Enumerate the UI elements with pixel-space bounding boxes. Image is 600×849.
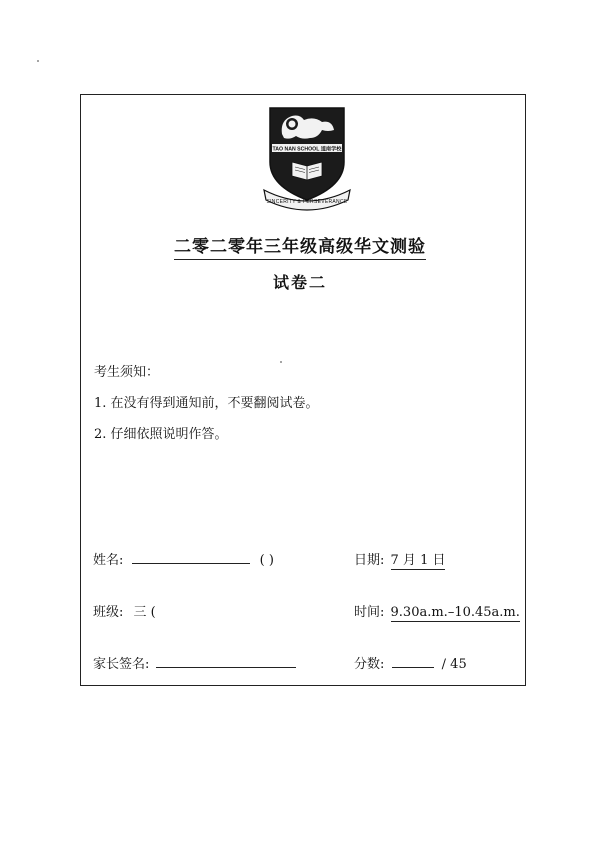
svg-text:SINCERITY & PERSEVERANCE: SINCERITY & PERSEVERANCE bbox=[266, 199, 348, 205]
time-value: 9.30a.m.–10.45a.m. bbox=[390, 605, 520, 620]
score-label: 分数: bbox=[354, 657, 385, 672]
score-total: / 45 bbox=[441, 657, 467, 672]
instructions-heading: 考生须知： bbox=[94, 365, 160, 380]
date-field bbox=[354, 549, 445, 568]
date-value: 7 月 1 日 bbox=[390, 553, 446, 568]
scan-speck bbox=[280, 361, 282, 363]
exam-title-text: 二零二零年三年级高级华文测验 bbox=[174, 237, 426, 260]
scan-speck bbox=[37, 60, 39, 62]
class-value: 三 ( bbox=[133, 605, 156, 620]
time-label: 时间: bbox=[354, 605, 385, 620]
school-crest-logo bbox=[262, 104, 352, 212]
parent-signature-blank[interactable] bbox=[156, 655, 296, 668]
name-blank[interactable] bbox=[132, 551, 250, 564]
index-number-parentheses: ( ) bbox=[259, 553, 274, 568]
score-field bbox=[354, 653, 467, 672]
name-label: 姓名: bbox=[93, 553, 124, 568]
paper-subtitle: 试卷二 bbox=[272, 273, 327, 292]
class-label: 班级: bbox=[93, 605, 124, 620]
time-field bbox=[354, 601, 520, 620]
instruction-item-2: 2. 仔细依照说明作答。 bbox=[94, 427, 228, 442]
class-field bbox=[93, 601, 156, 620]
score-blank[interactable] bbox=[392, 655, 434, 668]
parent-signature-field bbox=[93, 653, 296, 672]
instruction-item-1: 1. 在没有得到通知前，不要翻阅试卷。 bbox=[94, 396, 319, 411]
parent-signature-label: 家长签名: bbox=[93, 657, 150, 672]
exam-title bbox=[0, 232, 600, 257]
date-label: 日期: bbox=[354, 553, 385, 568]
svg-text:TAO NAN SCHOOL 道南学校: TAO NAN SCHOOL 道南学校 bbox=[272, 146, 342, 153]
name-field bbox=[93, 549, 274, 568]
